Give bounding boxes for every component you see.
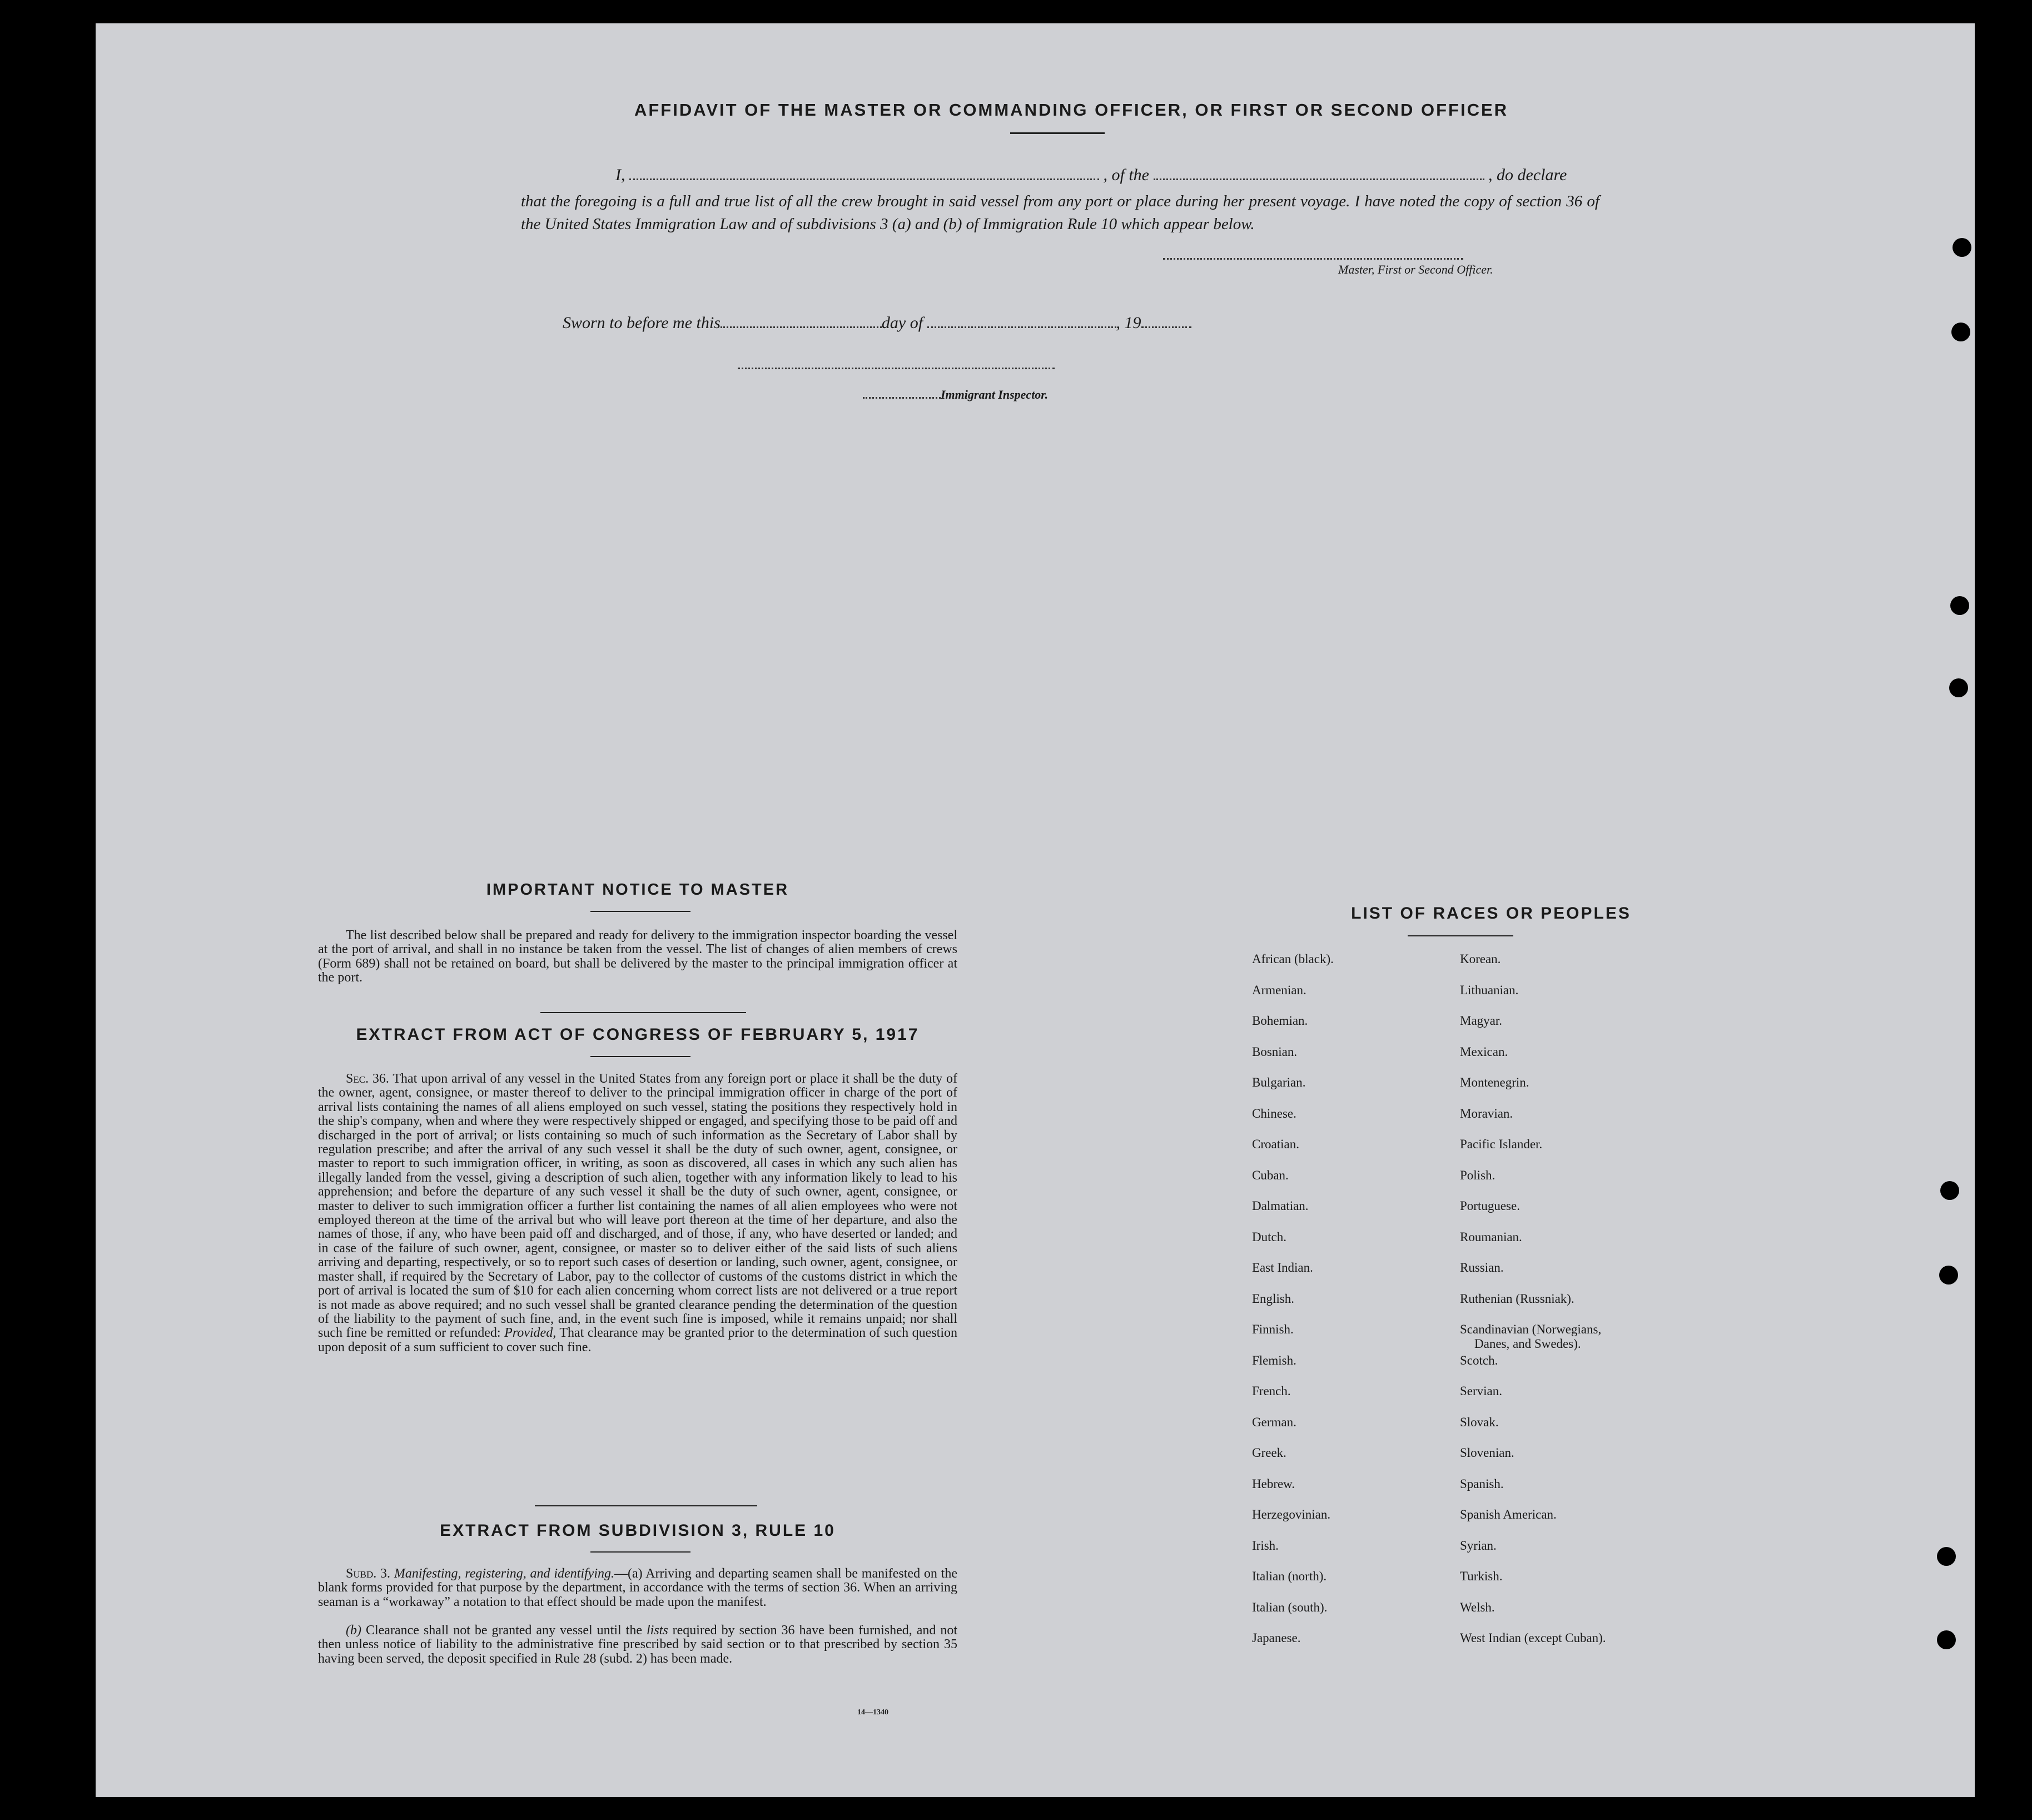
race-item: Hebrew.	[1252, 1476, 1295, 1491]
race-item: Spanish American.	[1460, 1507, 1557, 1521]
race-item: Welsh.	[1460, 1600, 1495, 1614]
race-item: Slovenian.	[1460, 1446, 1514, 1460]
race-item: Dutch.	[1252, 1229, 1286, 1244]
race-item: Italian (north).	[1252, 1569, 1327, 1583]
race-item: Slovak.	[1460, 1415, 1499, 1429]
race-item: Roumanian.	[1460, 1229, 1522, 1244]
race-item: Scandinavian (Norwegians,	[1460, 1322, 1602, 1336]
race-item: Chinese.	[1252, 1106, 1296, 1120]
race-item: Irish.	[1252, 1538, 1279, 1553]
act-extract-title-rule	[590, 1056, 690, 1057]
binder-hole	[1949, 678, 1968, 697]
rule-extract-title-rule	[590, 1551, 690, 1553]
rule-subd-a	[318, 1567, 957, 1609]
race-item: African (black).	[1252, 952, 1334, 966]
provided-word: Provided,	[504, 1326, 557, 1341]
year-label: , 19	[1116, 314, 1141, 332]
race-item: Syrian.	[1460, 1538, 1497, 1553]
section-label: Sec. 36.	[346, 1072, 389, 1086]
race-item: Spanish.	[1460, 1476, 1504, 1491]
b-text-2: required by section 36 have been furnished, and not then unless notice of liability to the administrative fine prescribed by said section or to that prescribed by section 35 having been served, the deposit specified in Rule 28 (subd. 2) has been made.	[318, 1623, 958, 1666]
affidavit-declaration-line	[565, 166, 1597, 185]
race-item: Russian.	[1460, 1261, 1504, 1275]
race-item: Montenegrin.	[1460, 1075, 1529, 1089]
sworn-line	[563, 314, 1191, 333]
binder-hole	[1951, 323, 1970, 341]
race-item: Portuguese.	[1460, 1199, 1520, 1213]
master-signature-line[interactable]	[1163, 258, 1463, 260]
race-item: Moravian.	[1460, 1106, 1513, 1120]
inspector-caption-line	[863, 388, 1048, 402]
race-item: East Indian.	[1252, 1261, 1313, 1275]
race-item: Croatian.	[1252, 1137, 1299, 1151]
race-item: Mexican.	[1460, 1044, 1508, 1059]
race-item: Japanese.	[1252, 1631, 1301, 1645]
form-page	[96, 23, 1975, 1797]
race-item: Bulgarian.	[1252, 1075, 1306, 1089]
act-extract-body	[318, 1072, 957, 1355]
inspector-caption: Immigrant Inspector.	[941, 388, 1049, 401]
race-item: Korean.	[1460, 952, 1501, 966]
race-item: French.	[1252, 1384, 1291, 1398]
act-extract-title: EXTRACT FROM ACT OF CONGRESS OF FEBRUARY 5, 1917	[356, 1025, 920, 1044]
affidavit-title: AFFIDAVIT OF THE MASTER OR COMMANDING OFFICER, OR FIRST OR SECOND OFFICER	[634, 100, 1509, 120]
race-item: Finnish.	[1252, 1322, 1294, 1336]
race-item: Pacific Islander.	[1460, 1137, 1543, 1151]
race-item: Cuban.	[1252, 1168, 1289, 1182]
races-title-rule	[1408, 935, 1513, 936]
vessel-name-field[interactable]	[1154, 178, 1484, 180]
race-item: Greek.	[1252, 1446, 1286, 1460]
b-text-1: Clearance shall not be granted any vessel until the	[365, 1623, 642, 1638]
binder-hole	[1940, 1181, 1959, 1200]
race-item: Flemish.	[1252, 1353, 1296, 1367]
race-item: Dalmatian.	[1252, 1199, 1309, 1213]
notice-title-rule	[590, 911, 690, 912]
subd-italic-heading: Manifesting, registering, and identifying.	[394, 1566, 614, 1581]
act-extract-divider	[535, 1505, 757, 1506]
subd-label: Subd. 3.	[346, 1566, 391, 1581]
race-item: Bosnian.	[1252, 1044, 1298, 1059]
rule-subd-b	[318, 1624, 957, 1666]
race-item: Turkish.	[1460, 1569, 1503, 1583]
race-item: English.	[1252, 1291, 1295, 1306]
do-declare-label: , do declare	[1488, 166, 1567, 184]
affidavit-title-rule	[1010, 132, 1105, 134]
race-item: German.	[1252, 1415, 1296, 1429]
sworn-month-field[interactable]	[927, 326, 1116, 328]
declarant-label: I,	[615, 166, 625, 184]
b-label: (b)	[346, 1623, 361, 1638]
of-the-label: , of the	[1103, 166, 1149, 184]
race-item: Servian.	[1460, 1384, 1503, 1398]
day-of-label: day of	[881, 314, 923, 332]
race-item: Lithuanian.	[1460, 983, 1519, 997]
affidavit-body: that the foregoing is a full and true list of all the crew brought in said vessel from any port or place during her present voyage. I have noted the copy of section 36 of the United States Immigration Law and of subdivisions 3 (a) and (b) of Immigration Rule 10 which appear below.	[521, 192, 1599, 233]
binder-hole	[1950, 596, 1969, 615]
declarant-name-field[interactable]	[629, 178, 1099, 180]
sworn-day-field[interactable]	[721, 326, 882, 328]
section-text: That upon arrival of any vessel in the United States from any foreign port or place it shall be the duty of the owner, agent, consignee, or master thereof to deliver to the principal immigration officer in charge of the port of arrival lists containing the names of all aliens employed on such vessel, stating the positions they respectively hold in the ship's company, when and where they were respectively shipped or engaged, and specifying those to be paid off and discharged in the port of arrival; or lists containing so much of such information as the Secretary of Labor shall by regulation prescribe; and after the arrival of any such vessel it shall be the duty of such owner, agent, consignee, or master to report to such immigration officer, in writing, as soon as discovered, all cases in which any such alien has illegally landed from the vessel, giving a description of such alien, together with any information likely to lead to his apprehension; and before the departure of any such vessel it shall be the duty of such owner, agent, consignee, or master to deliver to such immigration officer a further list containing the names of all alien employees who were not employed thereon at the time of the arrival but who will leave port thereon at the time of her departure, and also the names of those, if any, who have been paid off and discharged, and of those, if any, who have deserted or landed; and in case of the failure of such owner, agent, consignee, or master so to deliver either of the said lists of such aliens arriving and departing, respectively, or so to report such cases of desertion or landing, such owner, agent, consignee, or master shall, if required by the Secretary of Labor, pay to the collector of customs of the customs district in which the port of arrival is located the sum of $10 for each alien concerning whom correct lists are not delivered or a true report is not made as above required; and no such vessel shall be granted clearance pending the determination of the question of the liability to the payment of such fine, and, in the event such fine is imposed, while it remains unpaid; nor shall such fine be remitted or refunded:	[318, 1072, 957, 1341]
race-item: Polish.	[1460, 1168, 1496, 1182]
notice-divider	[540, 1012, 746, 1013]
rule-extract-title: EXTRACT FROM SUBDIVISION 3, RULE 10	[440, 1521, 836, 1540]
sworn-year-field[interactable]	[1141, 326, 1191, 328]
sworn-label: Sworn to before me this	[563, 314, 721, 332]
binder-hole	[1937, 1630, 1956, 1649]
b-lists-word: lists	[646, 1623, 668, 1638]
notice-body: The list described below shall be prepared and ready for delivery to the immigration inspector boarding the vessel at the port of arrival, and shall in no instance be taken from the vessel. The list of changes of alien members of crews (Form 689) shall not be retained on board, but shall be delivered by the master to the principal immigration officer at the port.	[318, 928, 957, 985]
section-text-end: That clearance may be granted prior to the determination of such question upon deposit of a sum sufficient to cover such fine.	[318, 1326, 958, 1355]
binder-hole	[1937, 1547, 1956, 1566]
race-item: Danes, and Swedes).	[1474, 1337, 1581, 1351]
race-item: Magyar.	[1460, 1014, 1503, 1028]
race-item: West Indian (except Cuban).	[1460, 1631, 1606, 1645]
race-item: Scotch.	[1460, 1353, 1498, 1367]
inspector-signature-line[interactable]	[738, 368, 1055, 369]
form-number: 14—1340	[857, 1708, 888, 1717]
race-item: Italian (south).	[1252, 1600, 1328, 1614]
races-title: LIST OF RACES OR PEOPLES	[1351, 904, 1631, 923]
race-item: Herzegovinian.	[1252, 1507, 1331, 1521]
notice-title: IMPORTANT NOTICE TO MASTER	[486, 881, 789, 899]
master-signature-caption: Master, First or Second Officer.	[1338, 262, 1493, 276]
race-item: Bohemian.	[1252, 1014, 1308, 1028]
subd-a-text: —(a) Arriving and departing seamen shall be manifested on the blank forms provided for that purpose by the department, in accordance with the terms of section 36. When an arriving seaman is a “workaway” a notation to that effect should be made upon the manifest.	[318, 1566, 958, 1609]
race-item: Armenian.	[1252, 983, 1306, 997]
race-item: Ruthenian (Russniak).	[1460, 1291, 1574, 1306]
binder-hole	[1939, 1266, 1958, 1285]
binder-hole	[1952, 238, 1971, 257]
